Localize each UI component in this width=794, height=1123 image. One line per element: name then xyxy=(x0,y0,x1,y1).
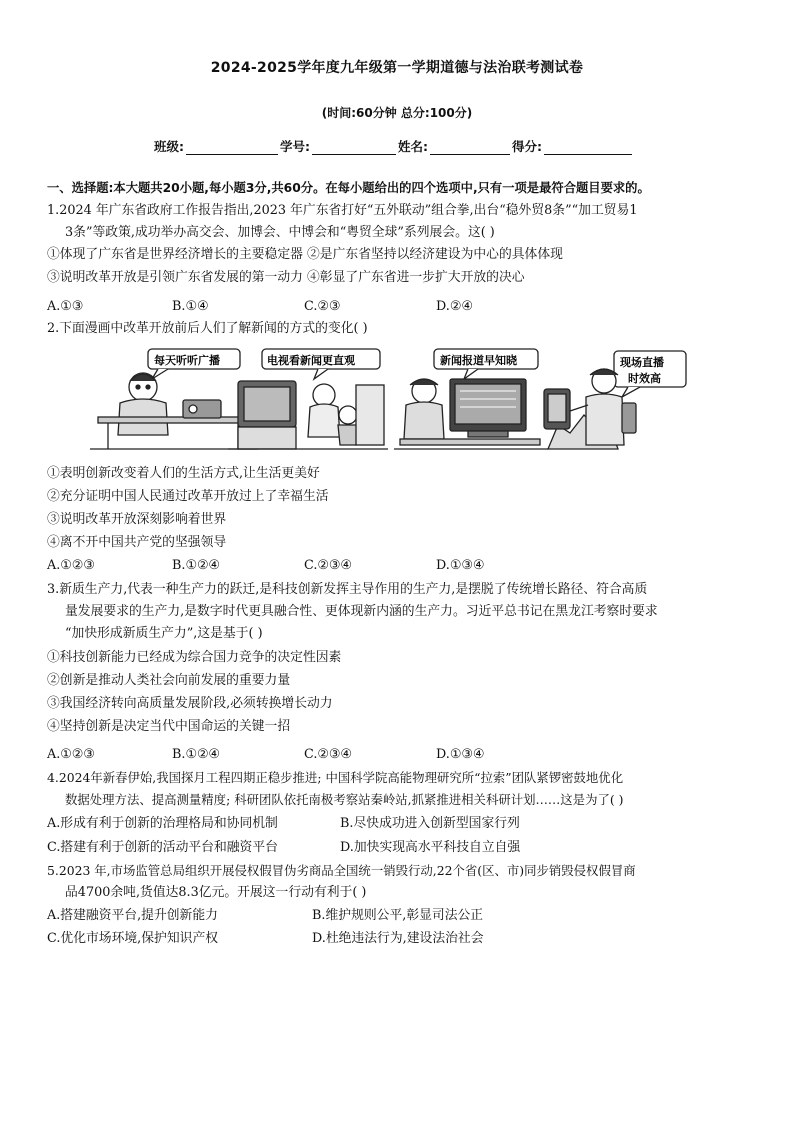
q2-option-b[interactable]: B.①②④ xyxy=(172,558,220,573)
q3-option-b[interactable]: B.①②④ xyxy=(172,747,220,762)
q3-statement-1: ①科技创新能力已经成为综合国力竞争的决定性因素 xyxy=(47,650,342,665)
q2-statement-3: ③说明改革开放深刻影响着世界 xyxy=(47,512,227,527)
q1-option-d[interactable]: D.②④ xyxy=(436,299,473,314)
q1-option-a[interactable]: A.①③ xyxy=(47,299,84,314)
q5-option-b[interactable]: B.维护规则公平,彰显司法公正 xyxy=(312,908,484,923)
q5-option-d[interactable]: D.杜绝违法行为,建设法治社会 xyxy=(312,931,484,946)
q5-stem-line1: 5.2023 年,市场监管总局组织开展侵权假冒伪劣商品全国统一销毁行动,22个省(区、市)同步销毁侵权假冒商 xyxy=(47,863,636,878)
name-label: 姓名: xyxy=(398,139,428,154)
bubble-computer: 新闻报道早知晓 xyxy=(440,354,517,367)
q5-option-c[interactable]: C.优化市场环境,保护知识产权 xyxy=(47,931,219,946)
q1-option-c[interactable]: C.②③ xyxy=(304,299,341,314)
name-blank xyxy=(430,140,510,155)
q1-statement-3-4: ③说明改革开放是引领广东省发展的第一动力 ④彰显了广东省进一步扩大开放的决心 xyxy=(47,270,525,285)
student-id-label: 学号: xyxy=(280,139,310,154)
exam-title: 2024-2025学年度九年级第一学期道德与法治联考测试卷 xyxy=(210,60,584,76)
q3-stem-line1: 3.新质生产力,代表一种生产力的跃迁,是科技创新发挥主导作用的生产力,是摆脱了传统增长路径、符合高质 xyxy=(47,582,648,597)
q3-stem-line3: “加快形成新质生产力”,这是基于( ) xyxy=(65,626,263,641)
q4-option-c[interactable]: C.搭建有利于创新的活动平台和融资平台 xyxy=(47,840,278,855)
q4-stem-line1: 4.2024年新春伊始,我国探月工程四期正稳步推进; 中国科学院高能物理研究所“拉索”团队紧锣密鼓地优化 xyxy=(47,770,624,785)
bubble-radio: 每天听听广播 xyxy=(154,354,220,367)
q4-stem-line2: 数据处理方法、提高测量精度; 科研团队依托南极考察站秦岭站,抓紧推进相关科研计划……这是为了( ) xyxy=(65,792,624,807)
bubble-tv: 电视看新闻更直观 xyxy=(267,354,355,367)
q3-option-c[interactable]: C.②③④ xyxy=(304,747,352,762)
q2-statement-4: ④离不开中国共产党的坚强领导 xyxy=(47,535,227,550)
q1-stem-line2: 3条”等政策,成功举办高交会、加博会、中博会和“粤贸全球”系列展会。这( ) xyxy=(65,225,495,240)
q3-statement-2: ②创新是推动人类社会向前发展的重要力量 xyxy=(47,673,291,688)
q1-option-b[interactable]: B.①④ xyxy=(172,299,209,314)
student-id-blank xyxy=(312,140,396,155)
score-blank xyxy=(544,140,632,155)
reform-news-cartoon xyxy=(88,345,700,455)
bubble-timely: 时效高 xyxy=(628,372,661,385)
q2-statement-1: ①表明创新改变着人们的生活方式,让生活更美好 xyxy=(47,466,320,481)
class-blank xyxy=(186,140,278,155)
student-info-row xyxy=(154,137,634,155)
q2-option-d[interactable]: D.①③④ xyxy=(436,558,485,573)
q2-option-c[interactable]: C.②③④ xyxy=(304,558,352,573)
q4-option-d[interactable]: D.加快实现高水平科技自立自强 xyxy=(340,840,521,855)
q2-option-a[interactable]: A.①②③ xyxy=(47,558,95,573)
exam-time-score: (时间:60分钟 总分:100分) xyxy=(321,106,473,120)
q3-option-d[interactable]: D.①③④ xyxy=(436,747,485,762)
q2-statement-2: ②充分证明中国人民通过改革开放过上了幸福生活 xyxy=(47,489,329,504)
q1-statement-1-2: ①体现了广东省是世界经济增长的主要稳定器 ②是广东省坚持以经济建设为中心的具体体现 xyxy=(47,247,563,262)
q5-stem-line2: 品4700余吨,货值达8.3亿元。开展这一行动有利于( ) xyxy=(65,885,367,900)
score-label: 得分: xyxy=(512,139,542,154)
q3-statement-3: ③我国经济转向高质量发展阶段,必须转换增长动力 xyxy=(47,696,333,711)
q2-stem: 2.下面漫画中改革开放前后人们了解新闻的方式的变化( ) xyxy=(47,321,368,336)
q5-option-a[interactable]: A.搭建融资平台,提升创新能力 xyxy=(47,908,218,923)
q3-statement-4: ④坚持创新是决定当代中国命运的关键一招 xyxy=(47,719,291,734)
q3-option-a[interactable]: A.①②③ xyxy=(47,747,95,762)
cartoon-panel-phone xyxy=(544,351,686,449)
bubble-live: 现场直播 xyxy=(620,356,664,369)
section1-heading: 一、选择题:本大题共20小题,每小题3分,共60分。在每小题给出的四个选项中,只有一项是最符合题目要求的。 xyxy=(47,181,650,195)
q3-stem-line2: 量发展要求的生产力,是数字时代更具融合性、更体现新内涵的生产力。习近平总书记在黑龙江考察时要求 xyxy=(65,604,658,619)
class-label: 班级: xyxy=(154,139,184,154)
q1-stem-line1: 1.2024 年广东省政府工作报告指出,2023 年广东省打好“五外联动”组合拳,出台“稳外贸8条”“加工贸易1 xyxy=(47,203,638,218)
q4-option-a[interactable]: A.形成有利于创新的治理格局和协同机制 xyxy=(47,816,278,831)
q4-option-b[interactable]: B.尽快成功进入创新型国家行列 xyxy=(340,816,520,831)
